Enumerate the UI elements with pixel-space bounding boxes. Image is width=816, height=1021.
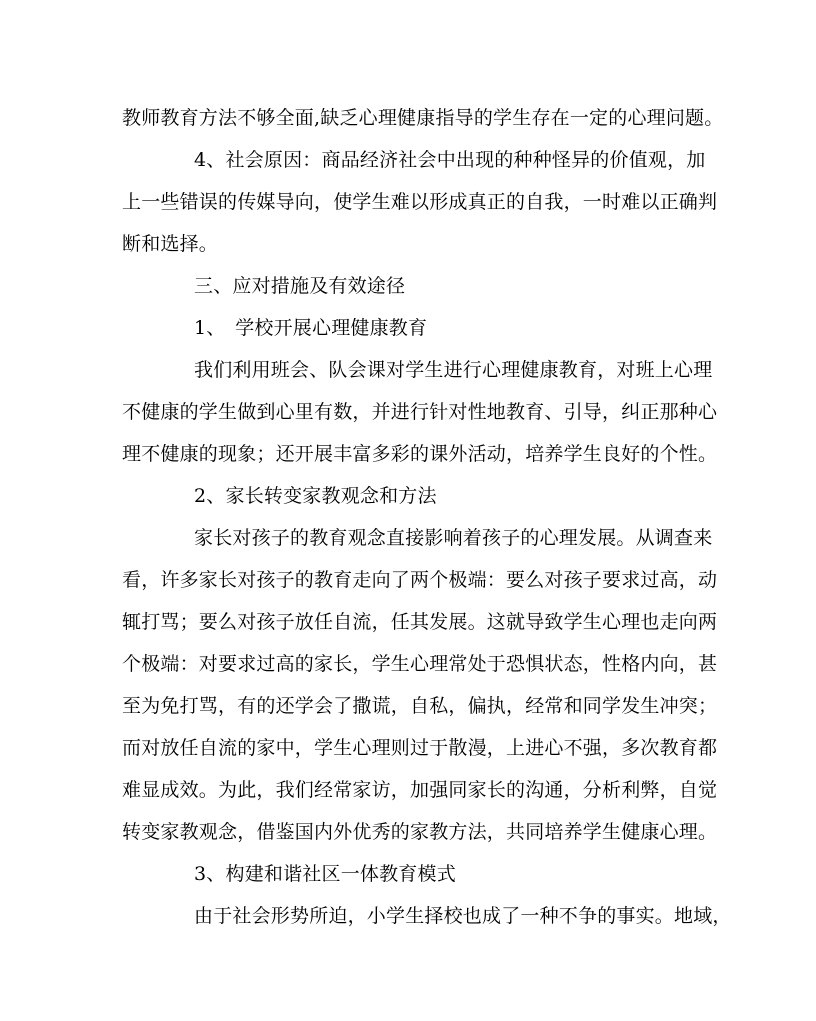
paragraph-line: 转变家教观念，借鉴国内外优秀的家教方法，共同培养学生健康心理。 xyxy=(122,821,718,843)
subsection-heading: 1、 学校开展心理健康教育 xyxy=(194,317,428,339)
paragraph-line: 个极端：对要求过高的家长，学生心理常处于恐惧状态，性格内向，甚 xyxy=(122,653,718,675)
paragraph-line: 由于社会形势所迫，小学生择校也成了一种不争的事实。地域， xyxy=(194,905,732,927)
paragraph-line: 辄打骂；要么对孩子放任自流，任其发展。这就导致学生心理也走向两 xyxy=(122,611,718,633)
subsection-heading: 2、家长转变家教观念和方法 xyxy=(194,485,437,507)
paragraph-line: 我们利用班会、队会课对学生进行心理健康教育，对班上心理 xyxy=(194,359,713,381)
paragraph-line: 家长对孩子的教育观念直接影响着孩子的心理发展。从调查来 xyxy=(194,527,713,549)
paragraph-line: 而对放任自流的家中，学生心理则过于散漫，上进心不强，多次教育都 xyxy=(122,737,718,759)
paragraph-line: 难显成效。为此，我们经常家访，加强同家长的沟通，分析利弊，自觉 xyxy=(122,779,718,801)
paragraph-line: 看，许多家长对孩子的教育走向了两个极端：要么对孩子要求过高，动 xyxy=(122,569,718,591)
paragraph-line: 教师教育方法不够全面,缺乏心理健康指导的学生存在一定的心理问题。 xyxy=(122,107,724,129)
section-heading: 三、应对措施及有效途径 xyxy=(194,275,406,297)
paragraph-line: 理不健康的现象；还开展丰富多彩的课外活动，培养学生良好的个性。 xyxy=(122,443,718,465)
paragraph-line: 至为免打骂，有的还学会了撒谎，自私，偏执，经常和同学发生冲突； xyxy=(122,695,718,717)
paragraph-line: 断和选择。 xyxy=(122,233,219,255)
paragraph-line: 不健康的学生做到心里有数，并进行针对性地教育、引导，纠正那种心 xyxy=(122,401,718,423)
paragraph-line: 上一些错误的传媒导向，使学生难以形成真正的自我，一时难以正确判 xyxy=(122,191,718,213)
subsection-heading: 3、构建和谐社区一体教育模式 xyxy=(194,863,456,885)
paragraph-line: 4、社会原因：商品经济社会中出现的种种怪异的价值观，加 xyxy=(194,149,706,171)
